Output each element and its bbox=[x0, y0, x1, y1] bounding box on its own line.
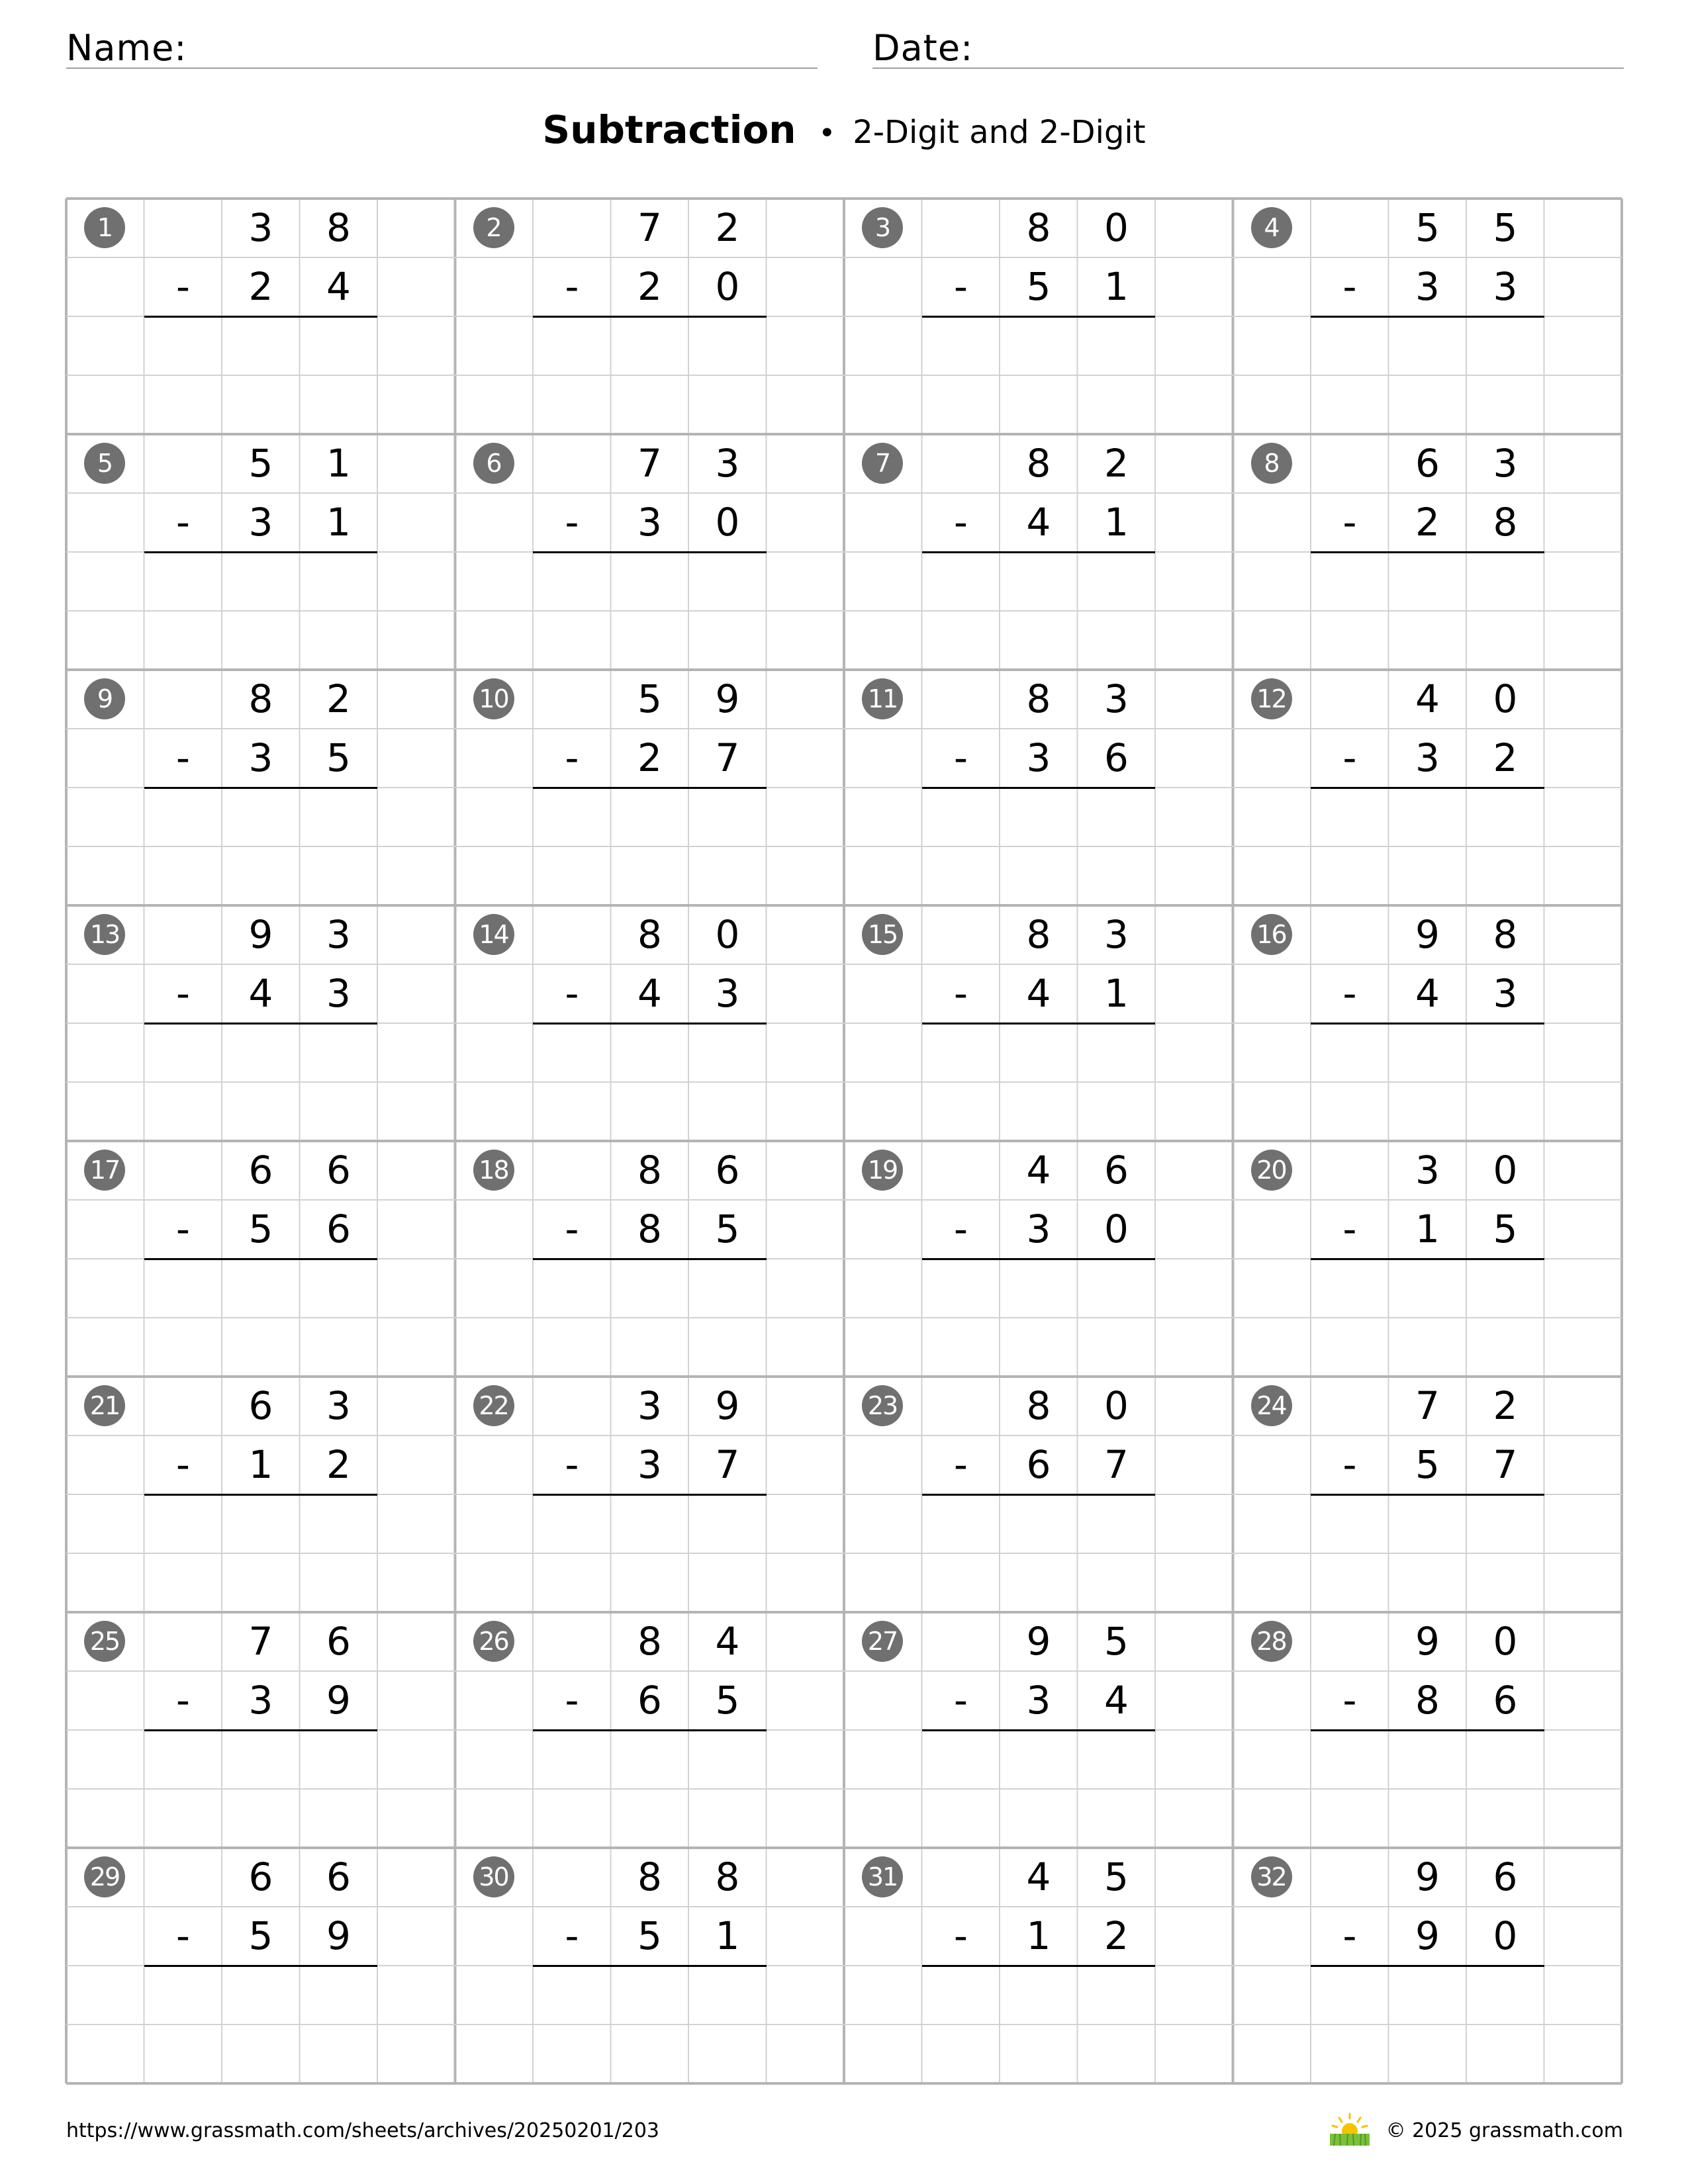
subtrahend-tens-digit: 3 bbox=[1026, 1678, 1051, 1723]
minuend-tens-digit: 4 bbox=[1026, 1854, 1051, 1899]
problem-number-badge: 4 bbox=[1251, 207, 1292, 248]
minuend-tens-digit: 5 bbox=[248, 441, 273, 486]
minuend-ones-digit: 9 bbox=[715, 676, 740, 721]
minuend-tens-digit: 7 bbox=[248, 1619, 273, 1664]
subtrahend-ones-digit: 1 bbox=[1104, 500, 1129, 545]
minus-operator: - bbox=[176, 500, 190, 545]
subtrahend-tens-digit: 5 bbox=[248, 1206, 273, 1251]
answer-area[interactable] bbox=[1311, 790, 1544, 844]
subtrahend-ones-digit: 2 bbox=[1104, 1913, 1129, 1958]
minuend-ones-digit: 3 bbox=[326, 1383, 351, 1428]
subtrahend-ones-digit: 1 bbox=[1104, 971, 1129, 1016]
answer-line bbox=[1311, 787, 1544, 789]
minus-operator: - bbox=[954, 500, 968, 545]
subtrahend-tens-digit: 3 bbox=[1415, 735, 1440, 780]
minus-operator: - bbox=[954, 1913, 968, 1958]
minuend-ones-digit: 2 bbox=[1104, 441, 1129, 486]
answer-line bbox=[533, 1023, 767, 1024]
minuend-tens-digit: 7 bbox=[1415, 1383, 1440, 1428]
subtrahend-ones-digit: 7 bbox=[715, 735, 740, 780]
problem-number-badge: 7 bbox=[862, 443, 903, 484]
answer-line bbox=[1311, 1023, 1544, 1024]
answer-area[interactable] bbox=[1311, 555, 1544, 608]
minus-operator: - bbox=[954, 1678, 968, 1723]
title-subtitle: 2-Digit and 2-Digit bbox=[853, 114, 1146, 151]
subtrahend-ones-digit: 6 bbox=[326, 1206, 351, 1251]
problem-number-badge: 31 bbox=[862, 1856, 903, 1897]
minuend-tens-digit: 8 bbox=[637, 1148, 662, 1193]
problem-number-badge: 30 bbox=[473, 1856, 514, 1897]
subtrahend-tens-digit: 5 bbox=[1415, 1442, 1440, 1487]
footer-copyright: © 2025 grassmath.com bbox=[1385, 2119, 1623, 2142]
minus-operator: - bbox=[1342, 1206, 1357, 1251]
subtrahend-tens-digit: 1 bbox=[248, 1442, 273, 1487]
subtrahend-ones-digit: 3 bbox=[715, 971, 740, 1016]
minuend-ones-digit: 2 bbox=[326, 676, 351, 721]
answer-area[interactable] bbox=[533, 1733, 767, 1786]
minuend-tens-digit: 5 bbox=[1415, 205, 1440, 250]
subtrahend-tens-digit: 4 bbox=[1026, 500, 1051, 545]
answer-line bbox=[1311, 1965, 1544, 1967]
subtrahend-tens-digit: 4 bbox=[1026, 971, 1051, 1016]
minus-operator: - bbox=[1342, 1913, 1357, 1958]
subtrahend-ones-digit: 1 bbox=[1104, 264, 1129, 309]
problem-number-badge: 5 bbox=[84, 443, 125, 484]
minuend-ones-digit: 3 bbox=[1104, 912, 1129, 957]
minus-operator: - bbox=[1342, 1678, 1357, 1723]
answer-line bbox=[533, 1965, 767, 1967]
minuend-ones-digit: 6 bbox=[1104, 1148, 1129, 1193]
answer-line bbox=[144, 551, 378, 553]
answer-line bbox=[533, 551, 767, 553]
answer-line bbox=[1311, 1258, 1544, 1260]
subtrahend-ones-digit: 7 bbox=[715, 1442, 740, 1487]
answer-line bbox=[144, 1023, 378, 1024]
minus-operator: - bbox=[565, 971, 579, 1016]
minus-operator: - bbox=[954, 735, 968, 780]
answer-line bbox=[922, 1258, 1156, 1260]
subtrahend-tens-digit: 1 bbox=[1026, 1913, 1051, 1958]
minus-operator: - bbox=[565, 500, 579, 545]
minus-operator: - bbox=[565, 1913, 579, 1958]
subtrahend-ones-digit: 5 bbox=[715, 1206, 740, 1251]
answer-area[interactable] bbox=[1311, 1026, 1544, 1079]
subtrahend-tens-digit: 3 bbox=[248, 735, 273, 780]
problem-number-badge: 23 bbox=[862, 1385, 903, 1426]
minuend-tens-digit: 4 bbox=[1026, 1148, 1051, 1193]
minuend-tens-digit: 3 bbox=[1415, 1148, 1440, 1193]
subtrahend-ones-digit: 6 bbox=[1493, 1678, 1518, 1723]
minuend-tens-digit: 8 bbox=[1026, 1383, 1051, 1428]
subtrahend-tens-digit: 3 bbox=[248, 1678, 273, 1723]
minus-operator: - bbox=[954, 264, 968, 309]
subtrahend-tens-digit: 3 bbox=[1026, 1206, 1051, 1251]
minuend-ones-digit: 3 bbox=[1104, 676, 1129, 721]
answer-line bbox=[922, 1729, 1156, 1731]
minuend-tens-digit: 8 bbox=[1026, 676, 1051, 721]
answer-line bbox=[533, 1494, 767, 1496]
minuend-tens-digit: 8 bbox=[637, 1619, 662, 1664]
subtrahend-tens-digit: 3 bbox=[1415, 264, 1440, 309]
answer-line bbox=[1311, 316, 1544, 318]
problem-number-badge: 29 bbox=[84, 1856, 125, 1897]
answer-area[interactable] bbox=[922, 319, 1156, 373]
subtrahend-tens-digit: 8 bbox=[1415, 1678, 1440, 1723]
answer-line bbox=[533, 787, 767, 789]
answer-area[interactable] bbox=[144, 1026, 378, 1079]
minus-operator: - bbox=[176, 735, 190, 780]
problem-number-badge: 11 bbox=[862, 678, 903, 719]
minuend-tens-digit: 8 bbox=[1026, 912, 1051, 957]
subtrahend-ones-digit: 4 bbox=[1104, 1678, 1129, 1723]
subtrahend-ones-digit: 3 bbox=[1493, 971, 1518, 1016]
answer-line bbox=[144, 1965, 378, 1967]
minus-operator: - bbox=[176, 1678, 190, 1723]
minuend-ones-digit: 0 bbox=[1493, 1619, 1518, 1664]
answer-area[interactable] bbox=[1311, 1261, 1544, 1315]
minuend-tens-digit: 6 bbox=[1415, 441, 1440, 486]
minuend-ones-digit: 9 bbox=[715, 1383, 740, 1428]
answer-area[interactable] bbox=[533, 1026, 767, 1079]
answer-area[interactable] bbox=[922, 790, 1156, 844]
answer-area[interactable] bbox=[533, 1497, 767, 1551]
minus-operator: - bbox=[176, 1442, 190, 1487]
minuend-ones-digit: 4 bbox=[715, 1619, 740, 1664]
subtrahend-tens-digit: 2 bbox=[637, 264, 662, 309]
problem-number-badge: 28 bbox=[1251, 1621, 1292, 1662]
answer-area[interactable] bbox=[533, 555, 767, 608]
minuend-tens-digit: 6 bbox=[248, 1854, 273, 1899]
minuend-tens-digit: 3 bbox=[637, 1383, 662, 1428]
subtrahend-tens-digit: 6 bbox=[1026, 1442, 1051, 1487]
minus-operator: - bbox=[954, 971, 968, 1016]
subtrahend-tens-digit: 8 bbox=[637, 1206, 662, 1251]
subtrahend-ones-digit: 5 bbox=[715, 1678, 740, 1723]
minus-operator: - bbox=[176, 971, 190, 1016]
minus-operator: - bbox=[565, 735, 579, 780]
subtrahend-ones-digit: 1 bbox=[326, 500, 351, 545]
minuend-tens-digit: 9 bbox=[1415, 1619, 1440, 1664]
subtrahend-ones-digit: 8 bbox=[1493, 500, 1518, 545]
answer-area[interactable] bbox=[144, 319, 378, 373]
subtrahend-ones-digit: 3 bbox=[1493, 264, 1518, 309]
subtrahend-ones-digit: 0 bbox=[715, 500, 740, 545]
minuend-ones-digit: 0 bbox=[1493, 676, 1518, 721]
answer-area[interactable] bbox=[533, 319, 767, 373]
answer-line bbox=[922, 1023, 1156, 1024]
problem-number-badge: 25 bbox=[84, 1621, 125, 1662]
minuend-tens-digit: 9 bbox=[1415, 912, 1440, 957]
problem-number-badge: 14 bbox=[473, 914, 514, 955]
minuend-ones-digit: 3 bbox=[1493, 441, 1518, 486]
answer-line bbox=[1311, 1729, 1544, 1731]
problem-number-badge: 18 bbox=[473, 1150, 514, 1191]
subtrahend-tens-digit: 5 bbox=[637, 1913, 662, 1958]
answer-area[interactable] bbox=[144, 1733, 378, 1786]
problem-number-badge: 17 bbox=[84, 1150, 125, 1191]
subtrahend-ones-digit: 2 bbox=[1493, 735, 1518, 780]
problem-number-badge: 9 bbox=[84, 678, 125, 719]
answer-line bbox=[144, 1729, 378, 1731]
subtrahend-ones-digit: 7 bbox=[1493, 1442, 1518, 1487]
minuend-tens-digit: 3 bbox=[248, 205, 273, 250]
answer-area[interactable] bbox=[1311, 319, 1544, 373]
subtrahend-tens-digit: 3 bbox=[248, 500, 273, 545]
minuend-ones-digit: 2 bbox=[1493, 1383, 1518, 1428]
subtrahend-ones-digit: 0 bbox=[1104, 1206, 1129, 1251]
answer-line bbox=[144, 787, 378, 789]
minuend-ones-digit: 1 bbox=[326, 441, 351, 486]
problem-number-badge: 27 bbox=[862, 1621, 903, 1662]
problem-number-badge: 20 bbox=[1251, 1150, 1292, 1191]
problem-number-badge: 24 bbox=[1251, 1385, 1292, 1426]
problem-number-badge: 8 bbox=[1251, 443, 1292, 484]
subtrahend-tens-digit: 9 bbox=[1415, 1913, 1440, 1958]
answer-area[interactable] bbox=[144, 1968, 378, 2022]
problem-number-badge: 16 bbox=[1251, 914, 1292, 955]
answer-line bbox=[1311, 551, 1544, 553]
minuend-ones-digit: 5 bbox=[1104, 1619, 1129, 1664]
answer-line bbox=[533, 1258, 767, 1260]
subtrahend-ones-digit: 5 bbox=[1493, 1206, 1518, 1251]
subtrahend-tens-digit: 5 bbox=[248, 1913, 273, 1958]
answer-line bbox=[533, 316, 767, 318]
subtrahend-tens-digit: 4 bbox=[637, 971, 662, 1016]
answer-line bbox=[922, 1494, 1156, 1496]
answer-area[interactable] bbox=[1311, 1968, 1544, 2022]
subtrahend-ones-digit: 7 bbox=[1104, 1442, 1129, 1487]
minuend-tens-digit: 8 bbox=[248, 676, 273, 721]
minuend-ones-digit: 6 bbox=[1493, 1854, 1518, 1899]
minuend-ones-digit: 6 bbox=[326, 1619, 351, 1664]
minuend-tens-digit: 8 bbox=[637, 912, 662, 957]
answer-line bbox=[144, 1494, 378, 1496]
answer-area[interactable] bbox=[1311, 1497, 1544, 1551]
minuend-tens-digit: 7 bbox=[637, 205, 662, 250]
minuend-ones-digit: 8 bbox=[326, 205, 351, 250]
answer-area[interactable] bbox=[533, 1968, 767, 2022]
minuend-tens-digit: 6 bbox=[248, 1148, 273, 1193]
subtrahend-ones-digit: 1 bbox=[715, 1913, 740, 1958]
minus-operator: - bbox=[954, 1206, 968, 1251]
minus-operator: - bbox=[176, 1913, 190, 1958]
minus-operator: - bbox=[954, 1442, 968, 1487]
minus-operator: - bbox=[1342, 735, 1357, 780]
minuend-tens-digit: 8 bbox=[637, 1854, 662, 1899]
answer-area[interactable] bbox=[533, 790, 767, 844]
answer-line bbox=[1311, 1494, 1544, 1496]
minus-operator: - bbox=[565, 1442, 579, 1487]
answer-area[interactable] bbox=[144, 790, 378, 844]
subtrahend-tens-digit: 4 bbox=[248, 971, 273, 1016]
problem-number-badge: 19 bbox=[862, 1150, 903, 1191]
minuend-tens-digit: 7 bbox=[637, 441, 662, 486]
minuend-tens-digit: 9 bbox=[1026, 1619, 1051, 1664]
minuend-ones-digit: 0 bbox=[1493, 1148, 1518, 1193]
answer-area[interactable] bbox=[922, 1733, 1156, 1786]
date-label: Date: bbox=[872, 27, 974, 69]
minuend-tens-digit: 9 bbox=[1415, 1854, 1440, 1899]
subtrahend-ones-digit: 2 bbox=[326, 1442, 351, 1487]
minuend-ones-digit: 3 bbox=[715, 441, 740, 486]
problem-number-badge: 12 bbox=[1251, 678, 1292, 719]
name-label: Name: bbox=[66, 27, 187, 69]
answer-line bbox=[533, 1729, 767, 1731]
answer-line bbox=[922, 551, 1156, 553]
minuend-ones-digit: 8 bbox=[1493, 912, 1518, 957]
subtrahend-tens-digit: 3 bbox=[1026, 735, 1051, 780]
minuend-ones-digit: 2 bbox=[715, 205, 740, 250]
answer-area[interactable] bbox=[144, 555, 378, 608]
subtrahend-tens-digit: 1 bbox=[1415, 1206, 1440, 1251]
subtrahend-tens-digit: 3 bbox=[637, 1442, 662, 1487]
minuend-ones-digit: 0 bbox=[1104, 205, 1129, 250]
minuend-ones-digit: 8 bbox=[715, 1854, 740, 1899]
subtrahend-ones-digit: 0 bbox=[1493, 1913, 1518, 1958]
subtrahend-tens-digit: 2 bbox=[637, 735, 662, 780]
minuend-tens-digit: 5 bbox=[637, 676, 662, 721]
answer-area[interactable] bbox=[922, 555, 1156, 608]
minuend-ones-digit: 5 bbox=[1493, 205, 1518, 250]
answer-line bbox=[922, 787, 1156, 789]
subtrahend-tens-digit: 2 bbox=[1415, 500, 1440, 545]
minuend-tens-digit: 9 bbox=[248, 912, 273, 957]
minuend-tens-digit: 8 bbox=[1026, 205, 1051, 250]
problem-number-badge: 22 bbox=[473, 1385, 514, 1426]
title-main: Subtraction bbox=[542, 107, 796, 152]
minus-operator: - bbox=[565, 1206, 579, 1251]
subtrahend-tens-digit: 2 bbox=[248, 264, 273, 309]
subtrahend-tens-digit: 3 bbox=[637, 500, 662, 545]
problem-number-badge: 32 bbox=[1251, 1856, 1292, 1897]
subtrahend-ones-digit: 5 bbox=[326, 735, 351, 780]
minuend-ones-digit: 5 bbox=[1104, 1854, 1129, 1899]
answer-line bbox=[922, 1965, 1156, 1967]
answer-area[interactable] bbox=[922, 1026, 1156, 1079]
minus-operator: - bbox=[565, 264, 579, 309]
subtrahend-ones-digit: 4 bbox=[326, 264, 351, 309]
minuend-tens-digit: 4 bbox=[1415, 676, 1440, 721]
subtrahend-tens-digit: 4 bbox=[1415, 971, 1440, 1016]
answer-line bbox=[144, 1258, 378, 1260]
minuend-ones-digit: 0 bbox=[715, 912, 740, 957]
problem-number-badge: 13 bbox=[84, 914, 125, 955]
problem-number-badge: 21 bbox=[84, 1385, 125, 1426]
minuend-ones-digit: 0 bbox=[1104, 1383, 1129, 1428]
problem-number-badge: 2 bbox=[473, 207, 514, 248]
minus-operator: - bbox=[1342, 264, 1357, 309]
subtrahend-tens-digit: 6 bbox=[637, 1678, 662, 1723]
answer-area[interactable] bbox=[922, 1968, 1156, 2022]
answer-line bbox=[144, 316, 378, 318]
answer-area[interactable] bbox=[1311, 1733, 1544, 1786]
minus-operator: - bbox=[1342, 1442, 1357, 1487]
answer-area[interactable] bbox=[922, 1497, 1156, 1551]
subtrahend-ones-digit: 9 bbox=[326, 1678, 351, 1723]
minus-operator: - bbox=[565, 1678, 579, 1723]
problem-number-badge: 6 bbox=[473, 443, 514, 484]
problem-number-badge: 26 bbox=[473, 1621, 514, 1662]
minus-operator: - bbox=[1342, 971, 1357, 1016]
footer-url: https://www.grassmath.com/sheets/archives/20250201/203 bbox=[66, 2119, 660, 2142]
minus-operator: - bbox=[1342, 500, 1357, 545]
subtrahend-tens-digit: 5 bbox=[1026, 264, 1051, 309]
title-separator: • bbox=[818, 116, 836, 150]
answer-area[interactable] bbox=[144, 1497, 378, 1551]
minus-operator: - bbox=[176, 1206, 190, 1251]
minuend-tens-digit: 6 bbox=[248, 1383, 273, 1428]
minuend-ones-digit: 6 bbox=[715, 1148, 740, 1193]
subtrahend-ones-digit: 9 bbox=[326, 1913, 351, 1958]
answer-line bbox=[922, 316, 1156, 318]
minuend-ones-digit: 3 bbox=[326, 912, 351, 957]
answer-area[interactable] bbox=[144, 1261, 378, 1315]
answer-area[interactable] bbox=[533, 1261, 767, 1315]
grass-sun-logo-icon bbox=[1327, 2113, 1372, 2147]
subtrahend-ones-digit: 6 bbox=[1104, 735, 1129, 780]
problem-number-badge: 15 bbox=[862, 914, 903, 955]
answer-area[interactable] bbox=[922, 1261, 1156, 1315]
problem-number-badge: 3 bbox=[862, 207, 903, 248]
minus-operator: - bbox=[176, 264, 190, 309]
subtrahend-ones-digit: 3 bbox=[326, 971, 351, 1016]
minuend-ones-digit: 6 bbox=[326, 1148, 351, 1193]
problem-number-badge: 10 bbox=[473, 678, 514, 719]
problem-number-badge: 1 bbox=[84, 207, 125, 248]
subtrahend-ones-digit: 0 bbox=[715, 264, 740, 309]
minuend-ones-digit: 6 bbox=[326, 1854, 351, 1899]
minuend-tens-digit: 8 bbox=[1026, 441, 1051, 486]
